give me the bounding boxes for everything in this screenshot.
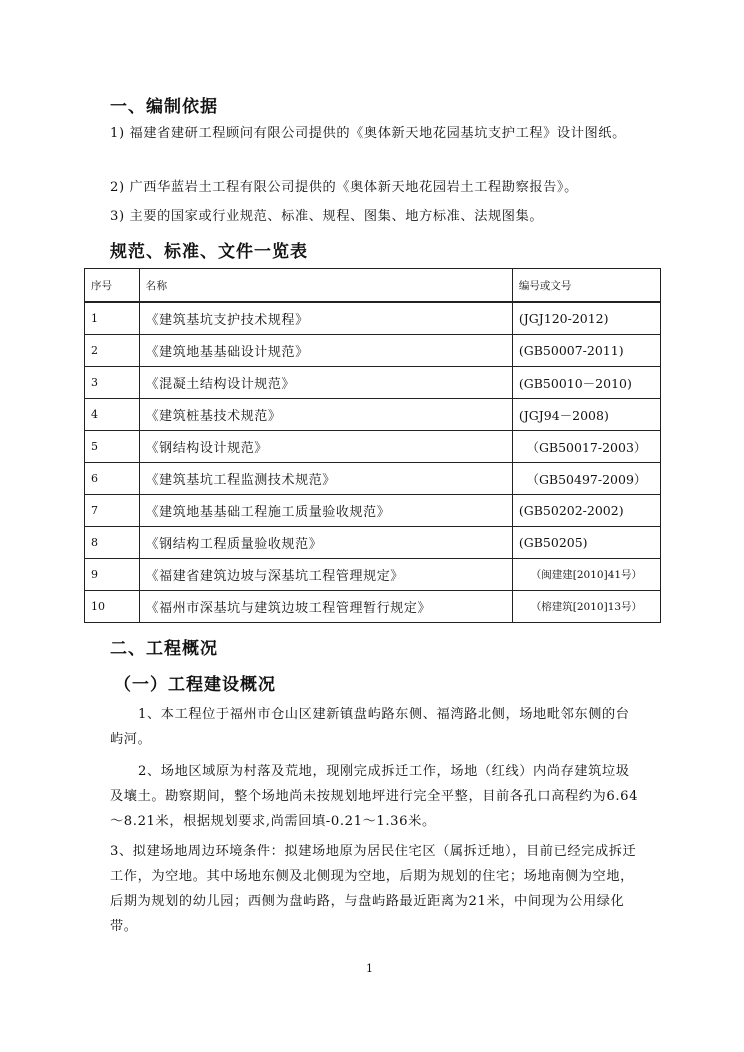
overview-paragraph-1: 1、本工程位于福州市仓山区建新镇盘屿路东侧、福湾路北侧，场地毗邻东侧的台屿河。	[110, 707, 630, 747]
table-row	[85, 463, 661, 495]
section-heading-basis: 一、编制依据	[110, 97, 218, 117]
row-no: 10	[85, 591, 140, 623]
basis-item-3: 3) 主要的国家或行业规范、标准、规程、图集、地方标准、法规图集。	[110, 209, 544, 224]
row-code: (JGJ120-2012)	[512, 302, 660, 335]
row-code: （GB50497-2009）	[512, 463, 660, 495]
row-no: 1	[85, 302, 140, 335]
row-code: （榕建筑[2010]13号）	[512, 591, 660, 623]
header-code: 编号或文号	[512, 269, 660, 303]
row-code: (GB50205)	[512, 527, 660, 559]
row-code: (GB50202-2002)	[512, 495, 660, 527]
table-row	[85, 591, 661, 623]
row-code: （GB50017-2003）	[512, 431, 660, 463]
row-no: 8	[85, 527, 140, 559]
page-number: 1	[366, 962, 373, 975]
row-no: 5	[85, 431, 140, 463]
table-row	[85, 335, 661, 367]
table-row	[85, 302, 661, 335]
row-code: (JGJ94－2008)	[512, 399, 660, 431]
row-name: 《混凝土结构设计规范》	[139, 367, 512, 399]
overview-paragraph-3: 3、拟建场地周边环境条件：拟建场地原为居民住宅区（属拆迁地），目前已经完成拆迁工作，为空地。其中场地东侧及北侧现为空地，后期为规划的住宅；场地南侧为空地，后期为规划的幼儿园；西侧为盘屿路，与盘屿路最近距离为21米，中间现为公用绿化带。	[110, 844, 637, 934]
row-name: 《钢结构设计规范》	[139, 431, 512, 463]
row-name: 《建筑基坑支护技术规程》	[139, 302, 512, 335]
standards-table	[84, 268, 661, 623]
row-code: （闽建建[2010]41号）	[512, 559, 660, 591]
table-header-row	[85, 269, 661, 303]
subsection-heading: （一）工程建设概况	[114, 675, 276, 695]
table-row	[85, 431, 661, 463]
row-code: (GB50010－2010)	[512, 367, 660, 399]
row-no: 9	[85, 559, 140, 591]
row-no: 3	[85, 367, 140, 399]
section-heading-overview: 二、工程概况	[110, 639, 218, 659]
row-no: 2	[85, 335, 140, 367]
row-name: 《福州市深基坑与建筑边坡工程管理暂行规定》	[139, 591, 512, 623]
header-name: 名称	[139, 269, 512, 303]
header-no: 序号	[85, 269, 140, 303]
row-code: (GB50007-2011)	[512, 335, 660, 367]
row-no: 4	[85, 399, 140, 431]
table-row	[85, 399, 661, 431]
row-name: 《建筑地基基础工程施工质量验收规范》	[139, 495, 512, 527]
basis-item-1: 1) 福建省建研工程顾问有限公司提供的《奥体新天地花园基坑支护工程》设计图纸。	[110, 126, 626, 141]
table-row	[85, 495, 661, 527]
basis-item-2: 2) 广西华蓝岩土工程有限公司提供的《奥体新天地花园岩土工程勘察报告》。	[110, 180, 578, 195]
table-row	[85, 367, 661, 399]
row-name: 《建筑桩基技术规范》	[139, 399, 512, 431]
table-row	[85, 559, 661, 591]
row-no: 6	[85, 463, 140, 495]
row-name: 《福建省建筑边坡与深基坑工程管理规定》	[139, 559, 512, 591]
row-name: 《建筑基坑工程监测技术规范》	[139, 463, 512, 495]
table-row	[85, 527, 661, 559]
row-name: 《建筑地基基础设计规范》	[139, 335, 512, 367]
row-no: 7	[85, 495, 140, 527]
overview-paragraph-2: 2、场地区域原为村落及荒地，现刚完成拆迁工作，场地（红线）内尚存建筑垃圾及壤土。勘察期间，整个场地尚未按规划地坪进行完全平整，目前各孔口高程约为6.64～8.21米，根据规划要求,尚需回填-0.21～1.36米。	[110, 764, 639, 829]
table-title: 规范、标准、文件一览表	[110, 242, 308, 262]
row-name: 《钢结构工程质量验收规范》	[139, 527, 512, 559]
